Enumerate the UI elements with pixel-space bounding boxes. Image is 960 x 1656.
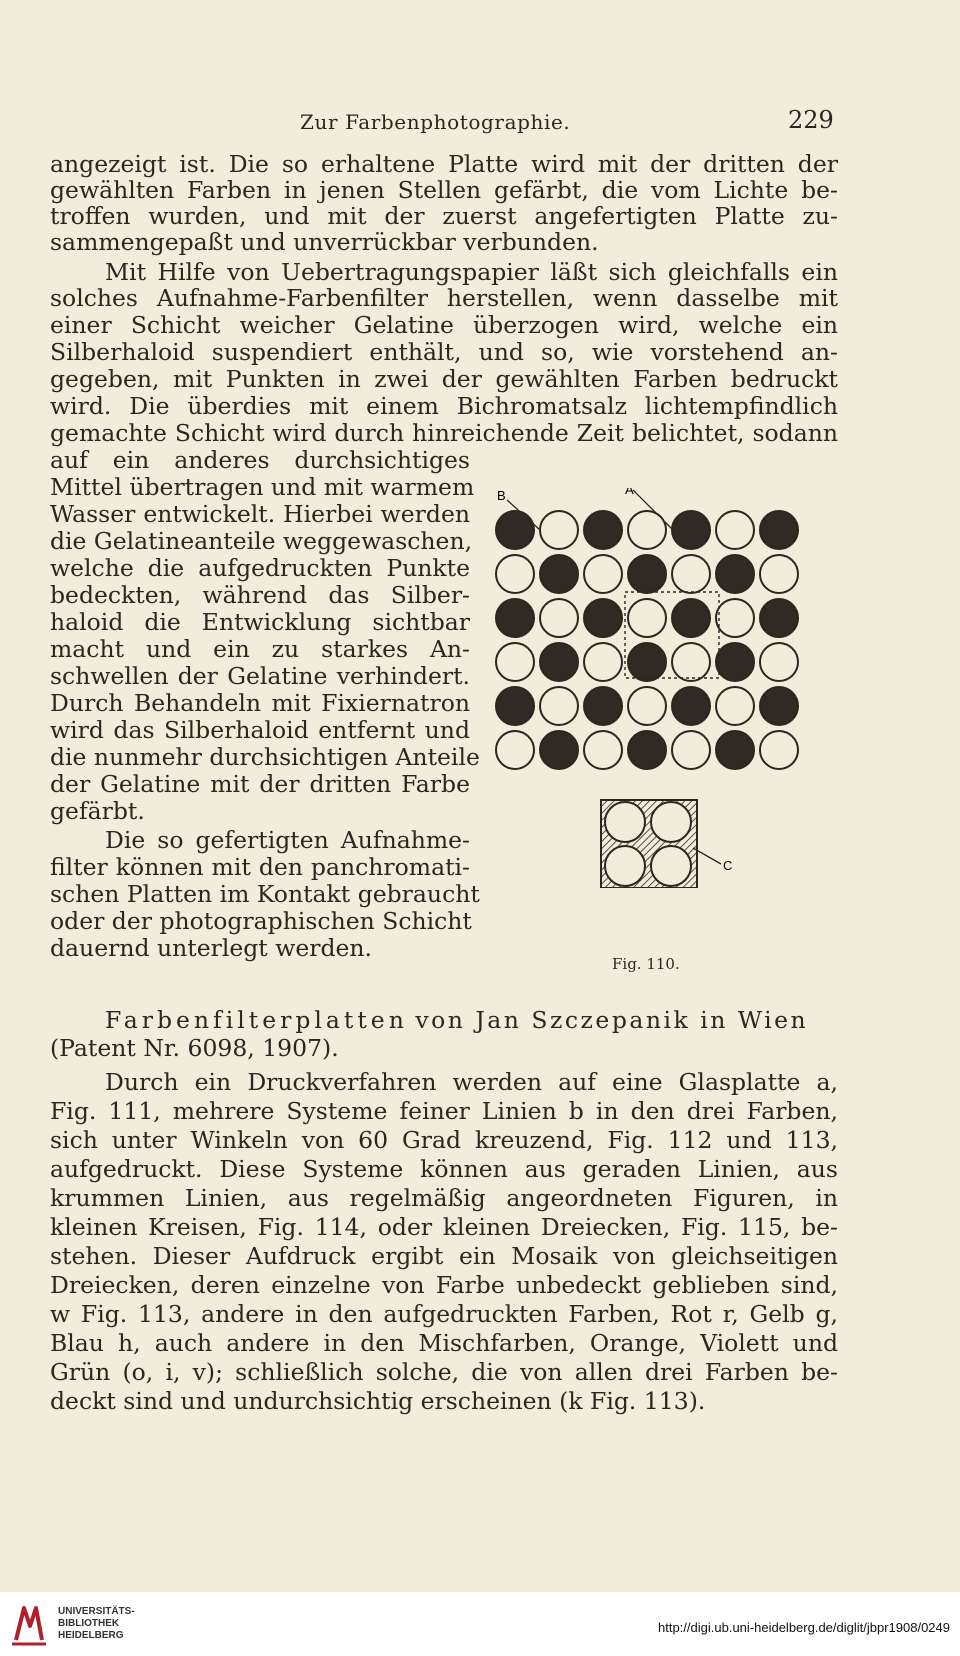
filled-dot — [540, 643, 578, 681]
filled-dot — [628, 731, 666, 769]
text-line: Dreiecken, deren einzelne von Farbe unbedeckt geblieben sind, — [50, 1271, 838, 1299]
text-line: solches Aufnahme-Farbenfilter herstellen, wenn dasselbe mit — [50, 284, 838, 312]
running-title: Zur Farbenphotographie. — [300, 110, 571, 134]
text-line: wird das Silberhaloid entfernt und — [50, 716, 470, 744]
filled-dot — [672, 687, 710, 725]
filled-dot — [760, 511, 798, 549]
label-b: B — [497, 488, 506, 503]
open-dot — [760, 643, 798, 681]
text-line: Fig. 111, mehrere Systeme feiner Linien b in den drei Farben, — [50, 1097, 838, 1125]
filled-dot — [584, 687, 622, 725]
library-name[interactable] — [58, 1606, 135, 1642]
filled-dot — [716, 643, 754, 681]
source-url-link[interactable]: http://digi.ub.uni-heidelberg.de/diglit/jbpr1908/0249 — [658, 1620, 950, 1635]
open-dot — [760, 555, 798, 593]
open-dot — [760, 731, 798, 769]
filled-dot — [496, 687, 534, 725]
text-line: gegeben, mit Punkten in zwei der gewählten Farben bedruckt — [50, 365, 838, 393]
open-dot — [716, 511, 754, 549]
text-line: w Fig. 113, andere in den aufgedruckten Farben, Rot r, Gelb g, — [50, 1300, 838, 1328]
text-line: gefärbt. — [50, 797, 145, 825]
open-dot — [540, 599, 578, 637]
open-dot — [584, 731, 622, 769]
text-line: angezeigt ist. Die so erhaltene Platte wird mit der dritten der — [50, 150, 838, 178]
text-line: deckt sind und undurchsichtig erscheinen (k Fig. 113). — [50, 1387, 706, 1415]
figure-110 — [495, 488, 835, 888]
text-line: Mit Hilfe von Uebertragungspapier läßt sich gleichfalls ein — [105, 258, 838, 286]
open-dot — [540, 511, 578, 549]
text-line: gewählten Farben in jenen Stellen gefärbt, die vom Lichte be- — [50, 176, 838, 204]
text-line: Silberhaloid suspendiert enthält, und so, wie vorstehend an- — [50, 338, 838, 366]
enlarged-cell — [601, 800, 697, 888]
text-line: wird. Die überdies mit einem Bichromatsalz lichtempfindlich — [50, 392, 838, 420]
text-line: stehen. Dieser Aufdruck ergibt ein Mosaik von gleichseitigen — [50, 1242, 838, 1270]
text-line: die Gelatineanteile weggewaschen, — [50, 527, 473, 555]
figure-caption: Fig. 110. — [612, 955, 680, 973]
open-dot — [496, 555, 534, 593]
text-line: Grün (o, i, v); schließlich solche, die von allen drei Farben be- — [50, 1358, 838, 1386]
text-line: welche die aufgedruckten Punkte — [50, 554, 470, 582]
filled-dot — [716, 731, 754, 769]
open-dot — [672, 555, 710, 593]
open-dot — [672, 731, 710, 769]
text-line: troffen wurden, und mit der zuerst angefertigten Platte zu- — [50, 202, 838, 230]
filled-dot — [672, 599, 710, 637]
filled-dot — [496, 511, 534, 549]
filled-dot — [716, 555, 754, 593]
text-line: schen Platten im Kontakt gebraucht — [50, 880, 480, 908]
open-dot — [672, 643, 710, 681]
text-line: sammengepaßt und unverrückbar verbunden. — [50, 228, 599, 256]
open-dot — [584, 555, 622, 593]
text-line: schwellen der Gelatine verhindert. — [50, 662, 470, 690]
open-dot — [584, 643, 622, 681]
logo-line: HEIDELBERG — [58, 1630, 124, 1641]
section-heading — [50, 1006, 838, 1034]
text-line: Blau h, auch andere in den Mischfarben, Orange, Violett und — [50, 1329, 838, 1357]
text-line: die nunmehr durchsichtigen Anteile — [50, 743, 480, 771]
text-line: sich unter Winkeln von 60 Grad kreuzend, Fig. 112 und 113, — [50, 1126, 838, 1154]
filled-dot — [584, 511, 622, 549]
heading-spaced: Farbenfilterplatten — [105, 1006, 408, 1034]
text-line: Die so gefertigten Aufnahme- — [105, 826, 470, 854]
footer-bar — [0, 1592, 960, 1656]
text-line: gemachte Schicht wird durch hinreichende Zeit belichtet, sodann — [50, 419, 838, 447]
dot-grid — [496, 511, 798, 769]
filled-dot — [760, 599, 798, 637]
open-dot — [496, 643, 534, 681]
heading-rest: von Jan Szczepanik in Wien — [415, 1006, 809, 1034]
text-line: dauernd unterlegt werden. — [50, 934, 373, 962]
filled-dot — [584, 599, 622, 637]
filled-dot — [760, 687, 798, 725]
open-dot — [496, 731, 534, 769]
filled-dot — [628, 555, 666, 593]
label-c: C — [723, 858, 733, 873]
running-header — [0, 106, 960, 136]
text-line: filter können mit den panchromati- — [50, 853, 470, 881]
text-line: einer Schicht weicher Gelatine überzogen wird, welche ein — [50, 311, 838, 339]
filled-dot — [672, 511, 710, 549]
text-line: bedeckten, während das Silber- — [50, 581, 470, 609]
filled-dot — [540, 555, 578, 593]
open-dot — [716, 687, 754, 725]
open-dot — [716, 599, 754, 637]
text-line: auf ein anderes durchsichtiges — [50, 446, 470, 474]
filled-dot — [628, 643, 666, 681]
label-a: A — [625, 488, 634, 497]
dot-pattern-diagram — [495, 488, 835, 888]
text-line: Wasser entwickelt. Hierbei werden — [50, 500, 470, 528]
text-line: krummen Linien, aus regelmäßig angeordneten Figuren, in — [50, 1184, 838, 1212]
logo-line: UNIVERSITÄTS- — [58, 1606, 135, 1617]
text-line: Durch Behandeln mit Fixiernatron — [50, 689, 470, 717]
text-line: haloid die Entwicklung sichtbar — [50, 608, 470, 636]
open-dot — [628, 599, 666, 637]
text-line: Durch ein Druckverfahren werden auf eine Glasplatte a, — [105, 1068, 838, 1096]
text-line: (Patent Nr. 6098, 1907). — [50, 1034, 339, 1062]
university-logo-icon[interactable] — [10, 1600, 48, 1648]
text-line: aufgedruckt. Diese Systeme können aus geraden Linien, aus — [50, 1155, 838, 1183]
filled-dot — [540, 731, 578, 769]
text-line: der Gelatine mit der dritten Farbe — [50, 770, 470, 798]
open-dot — [628, 687, 666, 725]
filled-dot — [496, 599, 534, 637]
logo-line: BIBLIOTHEK — [58, 1618, 120, 1629]
text-line: oder der photographischen Schicht — [50, 907, 472, 935]
open-dot — [540, 687, 578, 725]
text-line: macht und ein zu starkes An- — [50, 635, 470, 663]
page-number: 229 — [788, 106, 834, 134]
text-line: Mittel übertragen und mit warmem — [50, 473, 475, 501]
open-dot — [628, 511, 666, 549]
text-line: kleinen Kreisen, Fig. 114, oder kleinen Dreiecken, Fig. 115, be- — [50, 1213, 838, 1241]
